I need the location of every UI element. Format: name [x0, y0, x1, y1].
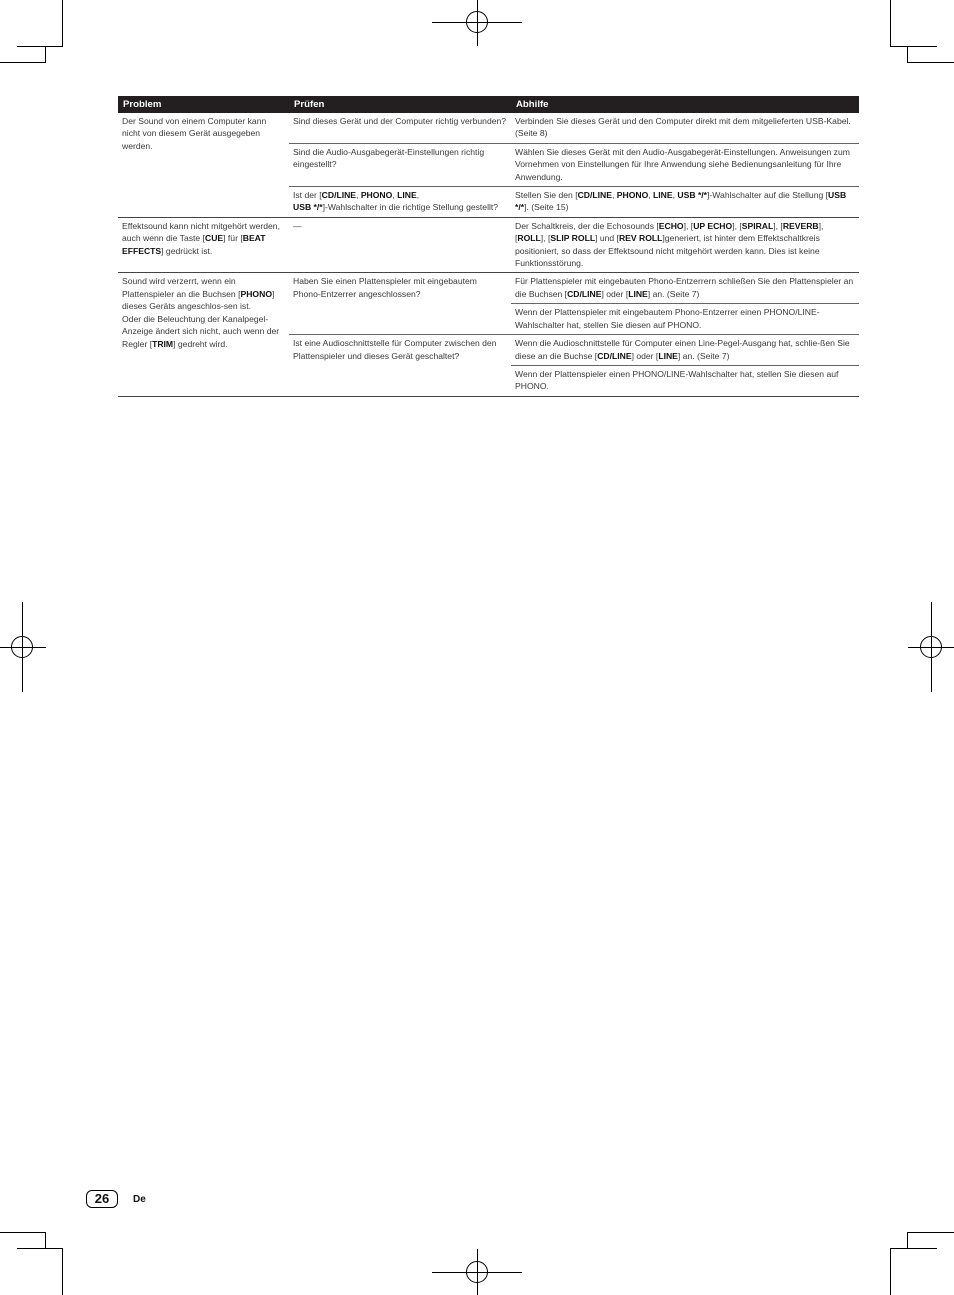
remedy-cell: Verbinden Sie dieses Gerät und den Computer direkt mit dem mitgelieferten USB-Kabel. (Seite 8) — [511, 113, 859, 143]
check-cell: — — [289, 217, 511, 273]
problem-cell: Sound wird verzerrt, wenn ein Plattenspieler an die Buchsen [PHONO] dieses Geräts angeschlos-sen ist. Oder die Beleuchtung der Kanalpegel-Anzeige ändert sich nicht, auch wenn der Regler [TRIM] gedreht wird. — [118, 273, 289, 396]
page-number: 26 — [86, 1190, 118, 1208]
remedy-cell: Wenn der Plattenspieler einen PHONO/LINE-Wahlschalter hat, stellen Sie diesen auf PHONO. — [511, 365, 859, 396]
table-header-row — [118, 96, 859, 113]
problem-cell: Effektsound kann nicht mitgehört werden, auch wenn die Taste [CUE] für [BEAT EFFECTS] gedrückt ist. — [118, 217, 289, 273]
header-check: Prüfen — [289, 96, 511, 113]
remedy-cell: Der Schaltkreis, der die Echosounds [ECHO], [UP ECHO], [SPIRAL], [REVERB], [ROLL], [SLIP ROLL] und [REV ROLL]generiert, ist hinter dem Effektschaltkreis positioniert, so dass der Effektsound nicht mitgehört werden kann. Dies ist keine Funktionsstörung. — [511, 217, 859, 273]
remedy-cell: Stellen Sie den [CD/LINE, PHONO, LINE, USB */*]-Wahlschalter auf die Stellung [USB */*]. (Seite 15) — [511, 187, 859, 218]
remedy-cell: Wenn der Plattenspieler mit eingebautem Phono-Entzerrer einen PHONO/LINE-Wahlschalter hat, stellen Sie diesen auf PHONO. — [511, 304, 859, 335]
header-remedy: Abhilfe — [511, 96, 859, 113]
table-row — [118, 113, 859, 143]
check-cell: Haben Sie einen Plattenspieler mit eingebautem Phono-Entzerrer angeschlossen? — [289, 273, 511, 335]
header-problem: Problem — [118, 96, 289, 113]
remedy-cell: Wählen Sie dieses Gerät mit den Audio-Ausgabegerät-Einstellungen. Anweisungen zum Vornehmen von Einstellungen für Ihre Anwendung siehe Bedienungsanleitung für Ihre Anwendung. — [511, 143, 859, 186]
check-cell: Ist eine Audioschnittstelle für Computer zwischen den Plattenspieler und dieses Gerät geschaltet? — [289, 335, 511, 397]
table-row — [118, 217, 859, 273]
remedy-cell: Für Plattenspieler mit eingebauten Phono-Entzerrern schließen Sie den Plattenspieler an die Buchsen [CD/LINE] oder [LINE] an. (Seite 7) — [511, 273, 859, 304]
table-row — [118, 273, 859, 304]
language-code: De — [133, 1194, 146, 1205]
check-cell: Ist der [CD/LINE, PHONO, LINE, USB */*]-Wahlschalter in die richtige Stellung gestellt? — [289, 187, 511, 218]
check-cell: Sind die Audio-Ausgabegerät-Einstellungen richtig eingestellt? — [289, 143, 511, 186]
check-cell: Sind dieses Gerät und der Computer richtig verbunden? — [289, 113, 511, 143]
troubleshooting-table — [118, 96, 859, 397]
problem-cell: Der Sound von einem Computer kann nicht von diesem Gerät ausgegeben werden. — [118, 113, 289, 217]
remedy-cell: Wenn die Audioschnittstelle für Computer einen Line-Pegel-Ausgang hat, schlie-ßen Sie diese an die Buchse [CD/LINE] oder [LINE] an. (Seite 7) — [511, 335, 859, 366]
